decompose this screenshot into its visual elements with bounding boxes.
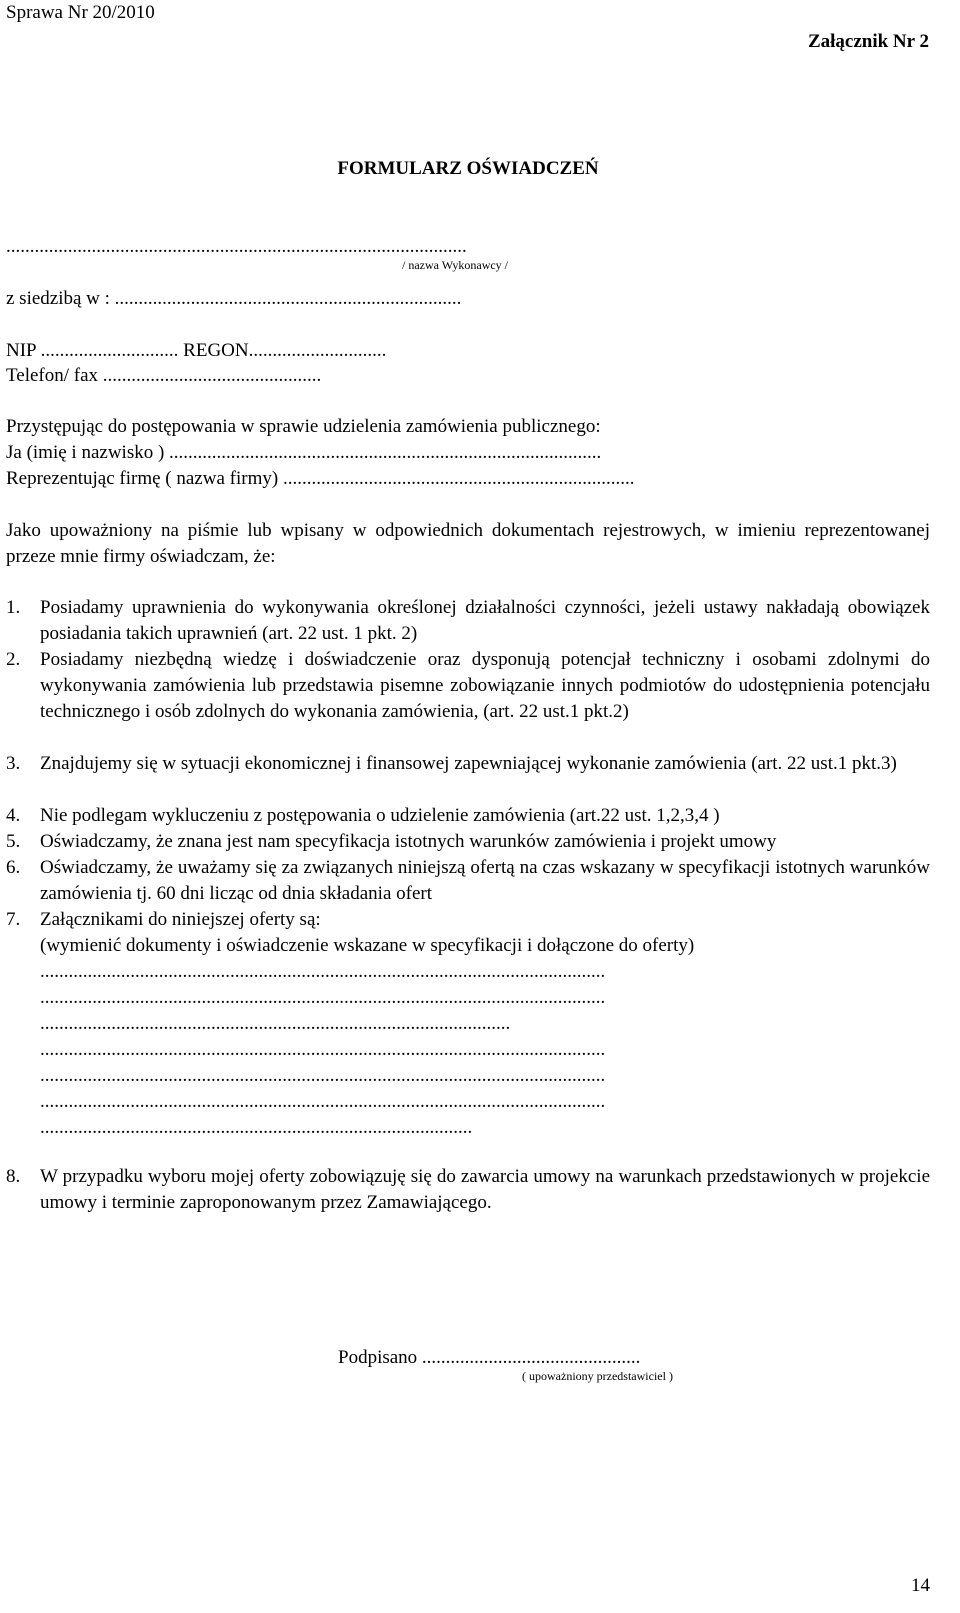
item-number: 3.	[6, 753, 21, 774]
item-text: Posiadamy niezbędną wiedzę i doświadczenie oraz dysponują potencjał techniczny i osobami zdolnymi do wykonywania zamówienia lub przedstawia pisemne zobowiązanie innych podmiotów do udostępnienia potencjału technicznego i osób zdolnych do wykonania zamówienia, (art. 22 ust.1 pkt.2)	[40, 649, 930, 722]
attachment-dot-line: ...................................................................................................	[40, 1013, 511, 1034]
intro-line-2: Ja (imię i nazwisko ) ...........................................................................................	[6, 442, 602, 463]
page-number: 14	[911, 1575, 930, 1596]
attachment-dot-line: ...........................................................................................	[40, 1117, 473, 1138]
item-text: Oświadczamy, że znana jest nam specyfikacja istotnych warunków zamówienia i projekt umowy	[40, 831, 777, 852]
item-number: 6.	[6, 857, 21, 878]
item-text: Znajdujemy się w sytuacji ekonomicznej i finansowej zapewniającej wykonanie zamówienia (art. 22 ust.1 pkt.3)	[40, 753, 897, 774]
item-text: Załącznikami do niniejszej oferty są:	[40, 909, 321, 930]
item-text: Oświadczamy, że uważamy się za związanych niniejszą ofertą na czas wskazany w specyfikacji istotnych warunków zamówienia tj. 60 dni licząc od dnia składania ofert	[40, 857, 930, 904]
item-number: 5.	[6, 831, 21, 852]
phone-fax: Telefon/ fax ..............................................	[6, 365, 322, 386]
attachment-dot-line: .......................................................................................................................	[40, 961, 606, 982]
item-text: Nie podlegam wykluczeniu z postępowania o udzielenie zamówienia (art.22 ust. 1,2,3,4 )	[40, 805, 720, 826]
contractor-seat: z siedzibą w : .........................................................................	[6, 288, 462, 309]
item-number: 7.	[6, 909, 21, 930]
attachment-dot-line: .......................................................................................................................	[40, 1039, 606, 1060]
intro-line-1: Przystępując do postępowania w sprawie udzielenia zamówienia publicznego:	[6, 416, 601, 437]
attachment-dot-line: .......................................................................................................................	[40, 1065, 606, 1086]
attachment-dot-line: .......................................................................................................................	[40, 1091, 606, 1112]
declaration-paragraph: Jako upoważniony na piśmie lub wpisany w odpowiednich dokumentach rejestrowych, w imieniu reprezentowanej przeze mnie firmy oświadczam, że:	[6, 520, 930, 567]
attachment-dot-line: .......................................................................................................................	[40, 987, 606, 1008]
item-text: W przypadku wyboru mojej oferty zobowiązuję się do zawarcia umowy na warunkach przedstawionych w projekcie umowy i terminie zaproponowanym przez Zamawiającego.	[40, 1166, 930, 1213]
item-text: Posiadamy uprawnienia do wykonywania określonej działalności czynności, jeżeli ustawy nakładają obowiązek posiadania takich uprawnień (art. 22 ust. 1 pkt. 2)	[40, 597, 930, 644]
attachments-instruction: (wymienić dokumenty i oświadczenie wskazane w specyfikacji i dołączone do oferty)	[40, 935, 695, 956]
item-number: 8.	[6, 1166, 21, 1187]
intro-line-3: Reprezentując firmę ( nazwa firmy) ..........................................................................	[6, 468, 635, 489]
page-title: FORMULARZ OŚWIADCZEŃ	[337, 158, 599, 179]
item-number: 2.	[6, 649, 21, 670]
item-number: 1.	[6, 597, 21, 618]
signature-caption: ( upoważniony przedstawiciel )	[522, 1369, 673, 1383]
contractor-name-caption: / nazwa Wykonawcy /	[402, 258, 509, 272]
item-number: 4.	[6, 805, 21, 826]
contractor-name-dots: .................................................................................................	[6, 236, 467, 257]
attachment-number: Załącznik Nr 2	[807, 31, 929, 52]
nip-regon: NIP ............................. REGON.............................	[6, 340, 387, 361]
case-number: Sprawa Nr 20/2010	[6, 2, 155, 23]
signature-label: Podpisano ..............................................	[338, 1347, 641, 1368]
